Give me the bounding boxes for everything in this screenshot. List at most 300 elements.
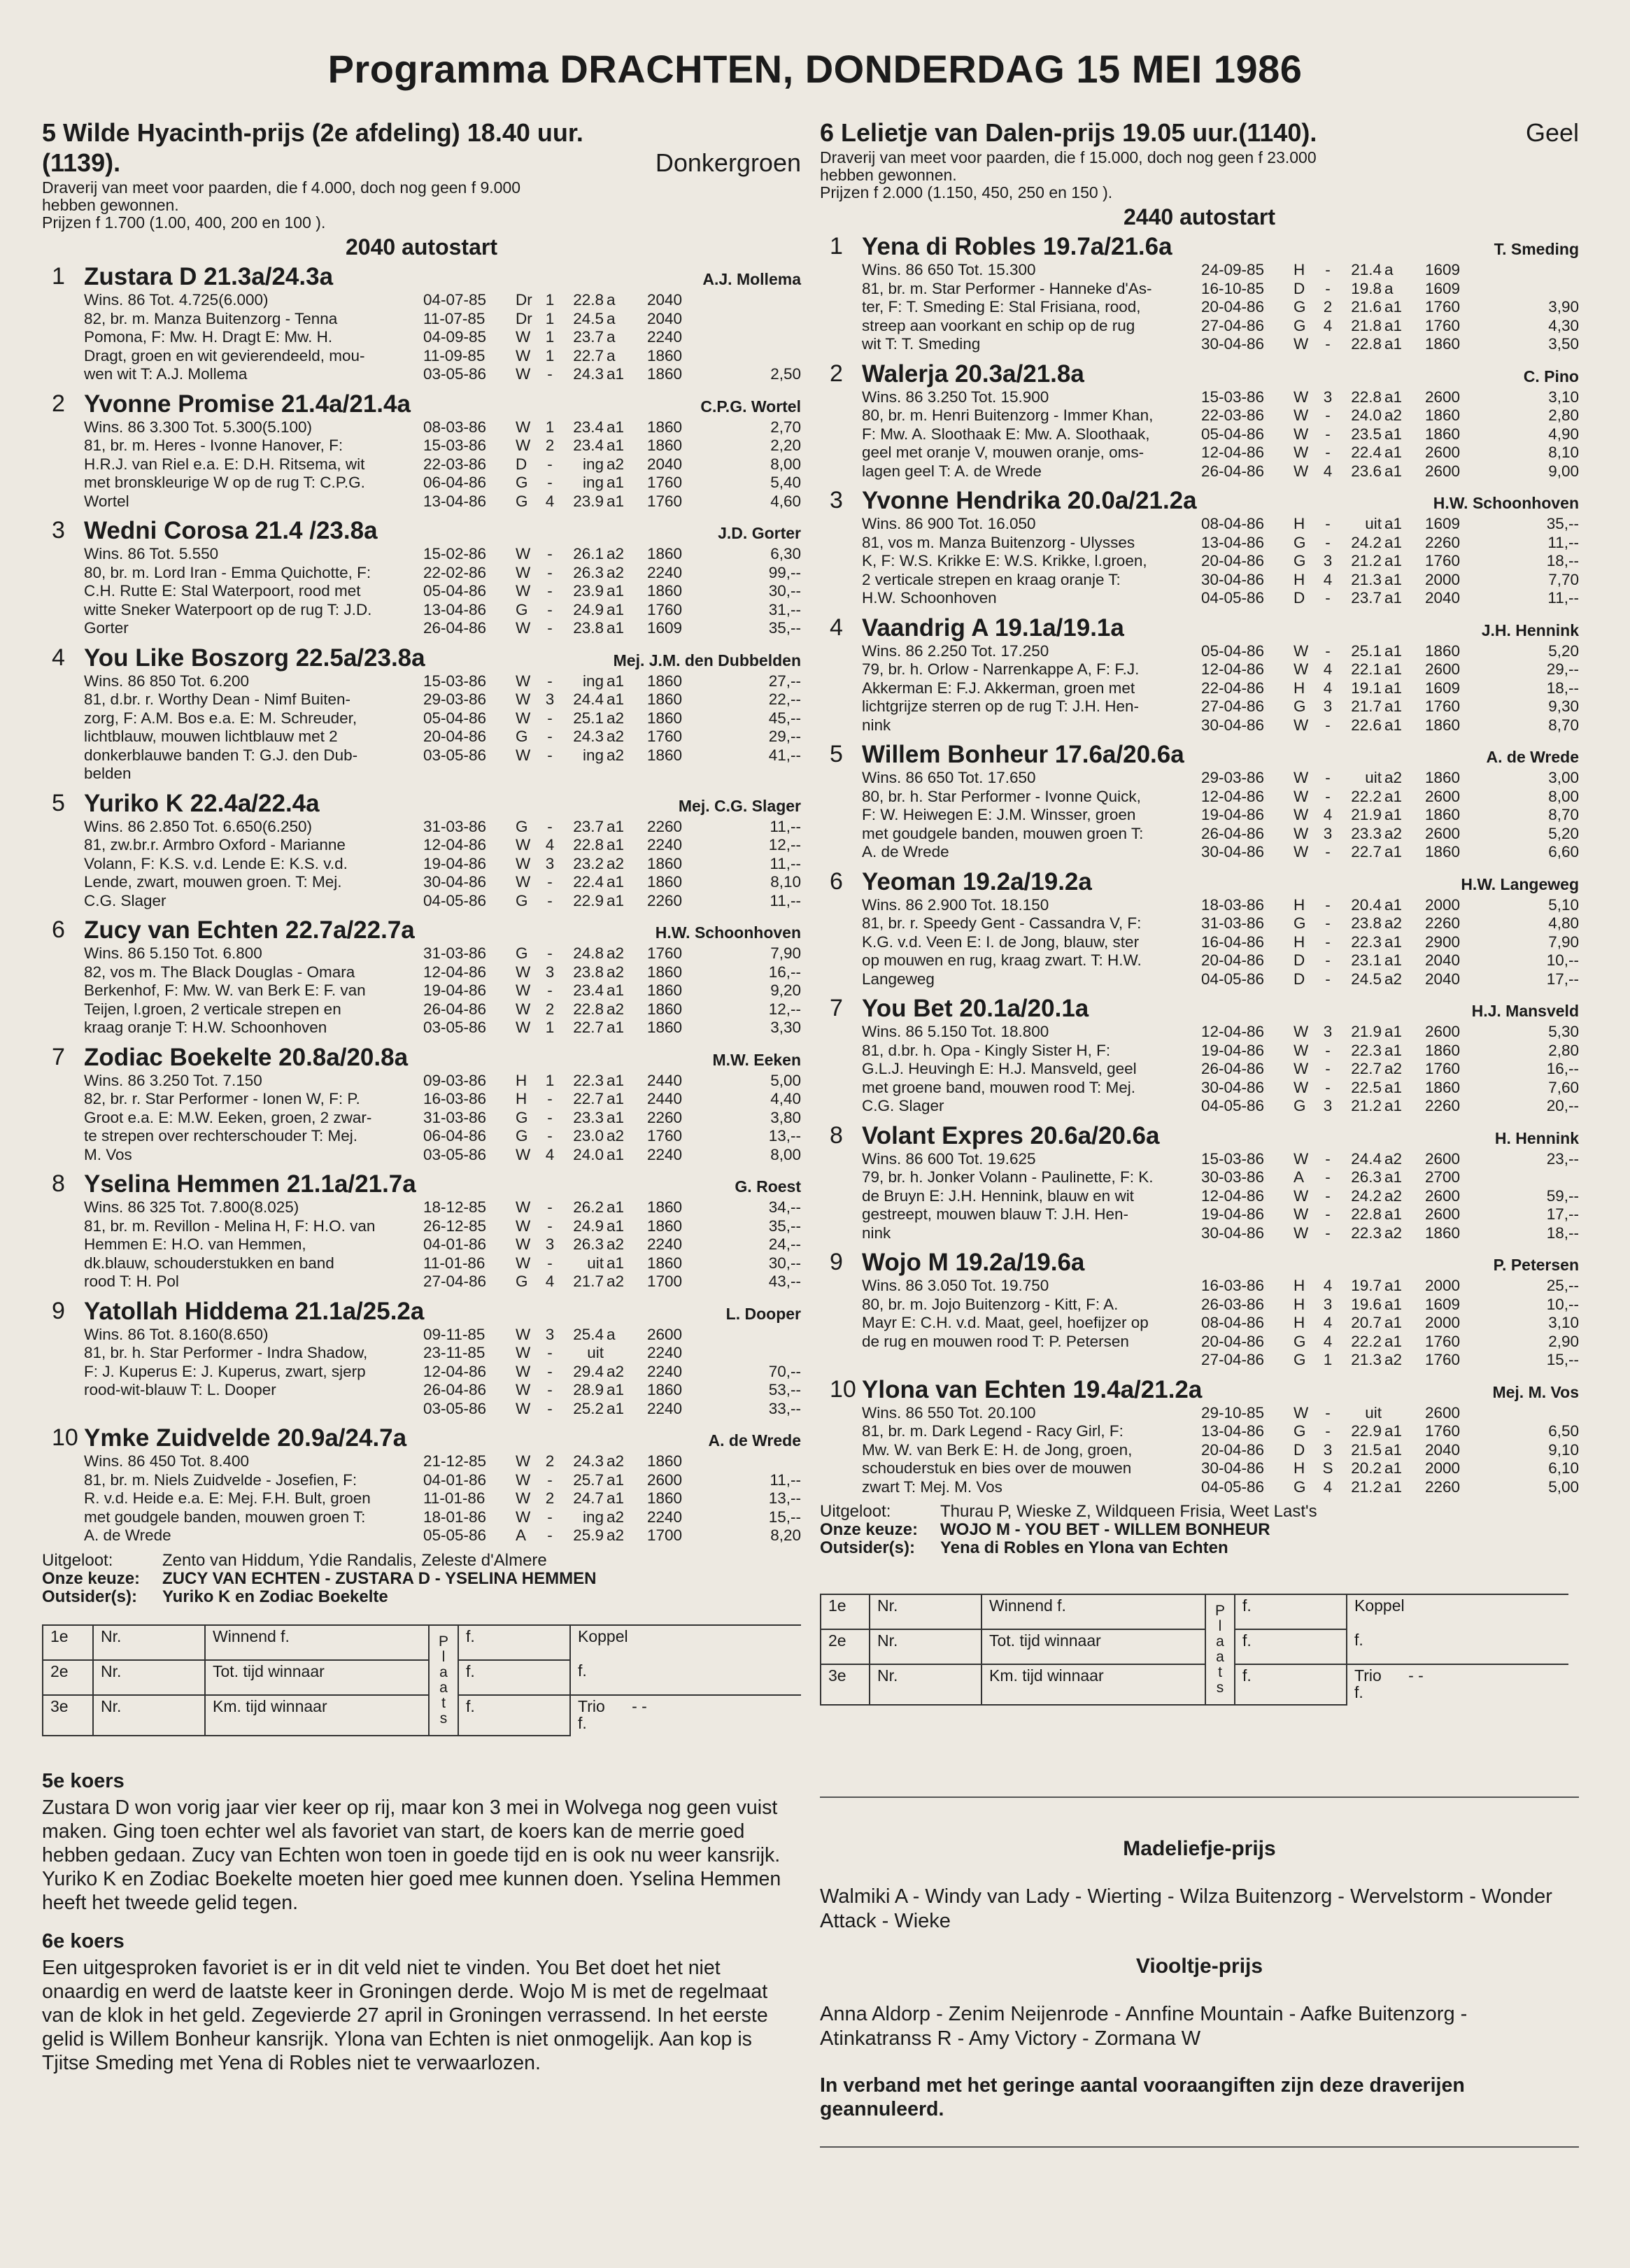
result-date: 04-05-86 (1201, 970, 1265, 988)
result-start: a2 (607, 963, 625, 981)
result-odds: 3,10 (1548, 1314, 1579, 1331)
horse-info-line: K.G. v.d. Veen E: I. de Jong, blauw, ster (862, 933, 1140, 951)
result-place: - (547, 1198, 553, 1216)
trio-dashes: - - (1408, 1666, 1424, 1685)
result-track: W (516, 365, 531, 383)
result-start: a2 (1384, 914, 1403, 932)
place-cell: 1e (43, 1625, 93, 1660)
result-odds: 9,00 (1548, 462, 1579, 480)
result-time: 25.9 (573, 1526, 604, 1544)
horse-results (423, 418, 801, 511)
result-start: a1 (1384, 1168, 1403, 1186)
result-date: 20-04-86 (1201, 951, 1265, 969)
result-track: D (1294, 279, 1305, 297)
result-odds: 25,-- (1546, 1277, 1579, 1294)
result-odds: 13,-- (768, 1489, 801, 1507)
result-distance: 1860 (646, 545, 682, 562)
result-date: 20-04-86 (1201, 1332, 1265, 1350)
result-distance: 1860 (646, 672, 682, 690)
result-distance: 2000 (1424, 1277, 1460, 1294)
result-odds: 15,-- (768, 1508, 801, 1526)
result-distance: 1860 (646, 582, 682, 600)
horse-body (862, 1150, 1579, 1243)
result-start: a2 (1384, 970, 1403, 988)
result-track: W (516, 1489, 531, 1507)
result-start: a1 (1384, 660, 1403, 678)
result-place: - (1325, 589, 1331, 607)
horse-info-line: A. de Wrede (862, 843, 949, 860)
result-time: 22.2 (1351, 1332, 1382, 1350)
horse-number: 6 (830, 867, 843, 895)
result-row (1201, 825, 1579, 844)
horse-info-line: ter, F: T. Smeding E: Stal Frisiana, rood, (862, 298, 1141, 316)
result-date: 26-12-85 (423, 1217, 487, 1235)
result-row (1201, 806, 1579, 825)
result-date: 30-04-86 (1201, 570, 1265, 588)
result-place: 3 (1323, 388, 1333, 406)
horse-entry (42, 1044, 801, 1165)
result-track: G (1294, 316, 1306, 334)
result-odds: 18,-- (1546, 679, 1579, 697)
result-start: a1 (607, 1198, 625, 1216)
result-row (423, 1254, 801, 1273)
result-odds: 7,70 (1548, 570, 1579, 588)
result-distance: 2600 (1424, 1023, 1460, 1040)
km-tijd-cell: Km. tijd winnaar (205, 1695, 429, 1736)
horse-info (862, 769, 1201, 862)
result-track: G (1294, 697, 1306, 715)
horse-list (820, 233, 1579, 1496)
result-distance: 1860 (646, 437, 682, 454)
horse-info-line: Mayr E: C.H. v.d. Maat, geel, hoefijzer op (862, 1314, 1149, 1331)
result-place: - (547, 1344, 553, 1361)
result-distance: 1860 (1424, 425, 1460, 443)
result-distance: 2260 (1424, 1097, 1460, 1114)
result-place: - (547, 672, 553, 690)
horse-info-line: Wins. 86 3.050 Tot. 19.750 (862, 1277, 1049, 1294)
horse-header (862, 233, 1579, 261)
horse-info-line: witte Sneker Waterpoort op de rug T: J.D. (84, 600, 372, 618)
horse-entry (820, 360, 1579, 481)
keuze-label: Onze keuze: (820, 1520, 919, 1539)
result-odds (682, 1452, 801, 1471)
table-row (821, 1664, 1568, 1705)
result-odds: 13,-- (768, 1127, 801, 1144)
race-title: 6 Lelietje van Dalen-prijs 19.05 uur.(1140). (820, 118, 1317, 147)
result-date: 13-04-86 (1201, 1422, 1265, 1440)
result-row (423, 1489, 801, 1508)
result-track: W (516, 1235, 531, 1253)
result-time: 19.7 (1351, 1277, 1382, 1294)
result-odds: 4,40 (770, 1090, 801, 1107)
result-odds: 10,-- (1546, 951, 1579, 969)
result-distance: 2700 (1424, 1168, 1460, 1186)
koers5-heading: 5e koers (42, 1769, 125, 1792)
result-date: 30-04-86 (1201, 716, 1265, 734)
madeliefje-text: Walmiki A - Windy van Lady - Wierting - Wilza Buitenzorg - Wervelstorm - Wonder Attack - Wieke (820, 1885, 1552, 1932)
result-row (1201, 1422, 1579, 1441)
result-distance: 1860 (1424, 1224, 1460, 1242)
result-track: W (1294, 843, 1309, 860)
result-time: 24.3 (573, 365, 604, 383)
result-track: H (1294, 1295, 1305, 1313)
horse-header (862, 487, 1579, 515)
horse-info-line: 81, br. m. Heres - Ivonne Hanover, F: (84, 437, 343, 454)
horse-info-line: 81, br. m. Revillon - Melina H, F: H.O. van (84, 1217, 376, 1235)
horse-info-line: kraag oranje T: H.W. Schoonhoven (84, 1019, 327, 1036)
horse-trainer: H.W. Schoonhoven (655, 923, 801, 942)
horse-body (84, 1452, 801, 1545)
result-time: 26.2 (573, 1198, 604, 1216)
result-date: 20-04-86 (1201, 1440, 1265, 1459)
koppel-f-cell: f. (570, 1660, 801, 1695)
result-start: a1 (607, 600, 625, 618)
result-date: 12-04-86 (1201, 787, 1265, 805)
result-place: 4 (1323, 1477, 1333, 1496)
result-row (1201, 1097, 1579, 1116)
result-distance: 2260 (646, 817, 682, 835)
result-odds: 11,-- (770, 854, 801, 872)
f-cell: f. (1235, 1664, 1347, 1705)
result-distance: 1760 (1424, 697, 1460, 715)
result-distance: 2000 (1424, 1459, 1460, 1477)
horse-info (84, 418, 423, 511)
result-place: - (1325, 1205, 1331, 1223)
result-row (423, 1109, 801, 1128)
horse-info-line: F: W. Heiwegen E: J.M. Winsser, groen (862, 806, 1136, 823)
result-place: 2 (545, 437, 555, 454)
result-time: 24.0 (573, 1145, 604, 1163)
result-track: G (516, 600, 528, 618)
nr-cell: Nr. (93, 1660, 205, 1695)
result-date: 29-03-86 (1201, 769, 1265, 786)
result-date: 26-04-86 (423, 1381, 487, 1398)
horse-header (862, 868, 1579, 896)
horse-info-line: Berkenhof, F: Mw. W. van Berk E: F. van (84, 981, 366, 999)
outsider-value: Yuriko K en Zodiac Boekelte (162, 1587, 388, 1606)
horse-info-line: Wins. 86 3.250 Tot. 15.900 (862, 388, 1049, 406)
result-place: 3 (545, 854, 555, 872)
horse-name: Ylona van Echten 19.4a/21.2a (862, 1375, 1203, 1403)
result-place: - (547, 365, 553, 383)
outsider-label: Outsider(s): (820, 1538, 916, 1557)
result-date: 03-05-86 (423, 365, 487, 383)
result-track: G (516, 817, 528, 835)
result-start: a (607, 309, 616, 327)
horse-number: 10 (52, 1424, 78, 1451)
result-time: 20.7 (1351, 1314, 1382, 1331)
result-track: W (516, 963, 531, 981)
horse-trainer: H.W. Schoonhoven (1433, 494, 1579, 512)
result-row (1201, 1314, 1579, 1333)
result-time: uit (1365, 769, 1382, 786)
result-place: - (1325, 716, 1331, 734)
result-time: 22.4 (573, 873, 604, 891)
result-track: W (1294, 444, 1309, 461)
horse-info-line: Wins. 86 2.850 Tot. 6.650(6.250) (84, 817, 313, 835)
result-start: a2 (607, 545, 625, 562)
result-distance: 2440 (646, 1090, 682, 1107)
horse-results (423, 545, 801, 638)
result-time: 23.3 (573, 1108, 604, 1126)
result-date: 19-04-86 (423, 981, 487, 999)
result-time: 24.3 (573, 728, 604, 745)
result-start: a1 (607, 492, 625, 510)
result-row (423, 855, 801, 874)
result-track: H (516, 1071, 527, 1089)
result-start: a2 (607, 944, 625, 962)
result-start: a1 (607, 474, 625, 491)
horse-trainer: A. de Wrede (1486, 748, 1579, 766)
cancel-notice: In verband met het geringe aantal vooraangiften zijn deze draverijen geannuleerd. (820, 2074, 1465, 2120)
result-odds: 2,80 (1548, 1041, 1579, 1059)
result-track: W (1294, 1023, 1309, 1040)
horse-info (862, 1404, 1201, 1497)
result-odds: 11,-- (770, 1470, 801, 1489)
result-row (1201, 1187, 1579, 1206)
result-distance: 1860 (1424, 406, 1460, 424)
result-date: 15-03-86 (423, 437, 487, 454)
result-time: 22.5 (1351, 1078, 1382, 1096)
result-start: a2 (1384, 824, 1403, 842)
result-place: 4 (1323, 1332, 1333, 1350)
horse-header (84, 790, 801, 818)
result-start: a1 (607, 1090, 625, 1107)
result-start: a1 (1384, 806, 1403, 823)
horse-trainer: A. de Wrede (708, 1431, 801, 1450)
horse-body (84, 1072, 801, 1165)
result-distance: 2040 (646, 291, 682, 309)
result-time: 24.2 (1351, 1186, 1382, 1205)
result-odds: 7,90 (1548, 933, 1579, 951)
horse-header (862, 360, 1579, 388)
result-place: - (1325, 1403, 1331, 1422)
horse-info-line: lichtgrijze sterren op de rug T: J.H. Hen- (862, 697, 1140, 715)
result-row (1201, 571, 1579, 590)
race-header (820, 118, 1579, 148)
nr-cell: Nr. (870, 1664, 981, 1705)
result-distance: 2040 (646, 309, 682, 327)
result-row (1201, 1351, 1579, 1370)
result-date: 26-04-86 (1201, 824, 1265, 842)
result-track: W (1294, 425, 1309, 443)
horse-trainer: J.D. Gorter (718, 524, 801, 542)
horse-number: 9 (830, 1249, 843, 1275)
result-time: 21.6 (1351, 298, 1382, 316)
result-place: - (1325, 787, 1331, 805)
nr-cell: Nr. (93, 1625, 205, 1660)
result-row (1201, 896, 1579, 915)
horse-number: 4 (52, 644, 65, 671)
result-track: H (1294, 895, 1305, 914)
result-start: a1 (607, 981, 625, 999)
result-place: 4 (545, 1145, 555, 1163)
horse-info-line: streep aan voorkant en schip op de rug (862, 316, 1135, 334)
result-time: 21.3 (1351, 570, 1382, 588)
result-odds: 11,-- (1547, 533, 1579, 551)
result-odds: 29,-- (1546, 660, 1579, 678)
result-distance: 1760 (1424, 552, 1460, 569)
result-row (423, 1452, 801, 1471)
result-place: - (1325, 261, 1331, 278)
result-time: 20.4 (1351, 895, 1382, 914)
horse-results (423, 818, 801, 911)
result-start: a1 (607, 891, 625, 909)
result-odds: 2,80 (1548, 406, 1579, 424)
result-track: G (516, 1273, 528, 1290)
result-time: 22.3 (1351, 1041, 1382, 1059)
result-odds (1460, 261, 1579, 280)
result-time: 23.9 (573, 582, 604, 600)
result-distance: 1860 (646, 1019, 682, 1036)
result-date: 20-04-86 (423, 728, 487, 745)
result-start: a1 (1384, 787, 1403, 805)
result-row (423, 1090, 801, 1109)
result-distance: 1860 (646, 709, 682, 727)
horse-entry (820, 233, 1579, 354)
result-distance: 2260 (1424, 914, 1460, 932)
result-odds: 18,-- (1546, 552, 1579, 569)
horse-name: Wojo M 19.2a/19.6a (862, 1249, 1085, 1276)
horse-results (423, 1072, 801, 1165)
horse-name: Walerja 20.3a/21.8a (862, 360, 1084, 388)
result-distance: 1860 (1424, 1078, 1460, 1096)
result-time: 21.8 (1351, 316, 1382, 334)
result-distance: 1609 (1424, 515, 1460, 532)
horse-body (862, 388, 1579, 481)
result-odds: 2,20 (770, 437, 801, 454)
result-date: 19-04-86 (1201, 806, 1265, 823)
result-odds: 35,-- (768, 1217, 801, 1235)
result-row (423, 328, 801, 347)
result-odds (682, 347, 801, 366)
result-date: 04-01-86 (423, 1235, 487, 1253)
horse-trainer: P. Petersen (1493, 1256, 1579, 1274)
result-distance: 1760 (1424, 316, 1460, 334)
horse-info (84, 1452, 423, 1545)
result-date: 04-05-86 (1201, 589, 1265, 607)
result-start: a2 (1384, 769, 1403, 786)
race-summary (42, 1552, 801, 1606)
result-track: G (1294, 1097, 1306, 1114)
winnend-cell: Winnend f. (981, 1594, 1205, 1629)
horse-entry (42, 263, 801, 384)
result-time: 22.7 (573, 1090, 604, 1107)
result-time: ing (582, 672, 604, 690)
horse-trainer: H. Hennink (1494, 1128, 1579, 1147)
result-row (1201, 280, 1579, 299)
result-odds: 15,-- (1546, 1351, 1579, 1368)
result-date: 15-03-86 (1201, 1149, 1265, 1168)
result-start: a1 (1384, 444, 1403, 461)
result-row (1201, 1060, 1579, 1079)
horse-number: 9 (52, 1297, 65, 1324)
result-distance: 1860 (646, 981, 682, 999)
result-odds: 3,00 (1548, 769, 1579, 786)
result-distance: 2240 (646, 1235, 682, 1253)
result-date: 04-05-86 (423, 891, 487, 909)
uitgeloot-value: Zento van Hiddum, Ydie Randalis, Zeleste d'Almere (162, 1550, 547, 1570)
result-date: 11-07-85 (423, 309, 486, 327)
result-start: a (607, 291, 616, 309)
result-date: 12-04-86 (423, 836, 487, 853)
result-time: 19.6 (1351, 1295, 1382, 1313)
result-time: 23.8 (573, 619, 604, 637)
horse-info-line: geel met oranje V, mouwen oranje, oms- (862, 444, 1144, 461)
result-date: 18-01-86 (423, 1508, 487, 1526)
horse-info (862, 896, 1201, 989)
result-row (1201, 716, 1579, 735)
result-place: - (1325, 843, 1331, 860)
horse-results (1201, 1150, 1579, 1243)
result-start: a1 (1384, 533, 1403, 551)
horse-entry (42, 644, 801, 784)
result-row (423, 1344, 801, 1363)
result-place: - (1325, 1422, 1331, 1440)
horse-header (862, 741, 1579, 769)
horse-body (862, 896, 1579, 989)
result-start: a1 (1384, 1097, 1403, 1114)
result-odds: 6,10 (1548, 1459, 1579, 1477)
result-place: 4 (1323, 806, 1333, 823)
result-track: W (1294, 462, 1309, 480)
race-description: Draverij van meet voor paarden, die f 4.000, doch nog geen f 9.000 hebben gewonnen. Prijzen f 1.700 (1.00, 400, 200 en 100 ). (42, 178, 521, 232)
f-cell: f. (458, 1695, 570, 1736)
horse-header (84, 1170, 801, 1198)
result-distance: 2040 (1424, 970, 1460, 988)
koppel-cell: Koppel (1347, 1594, 1568, 1629)
result-place: 3 (1323, 1440, 1333, 1459)
result-odds: 53,-- (768, 1381, 801, 1398)
result-row (1201, 552, 1579, 571)
result-row (423, 1127, 801, 1146)
result-track: G (1294, 1332, 1306, 1350)
result-start: a1 (1384, 1314, 1403, 1331)
horse-number: 3 (830, 487, 843, 513)
result-distance: 2260 (1424, 1477, 1460, 1496)
result-distance: 1860 (646, 690, 682, 708)
result-place: - (547, 1108, 553, 1126)
horse-header (84, 1424, 801, 1452)
result-track: W (516, 545, 531, 562)
result-odds: 8,20 (770, 1526, 801, 1544)
result-date: 12-04-86 (1201, 1186, 1265, 1205)
result-start: a1 (607, 1399, 625, 1417)
result-odds: 4,60 (770, 492, 801, 510)
horse-trainer: H.W. Langeweg (1461, 874, 1579, 893)
koppel-cell: Koppel (570, 1625, 801, 1660)
result-track: W (1294, 769, 1309, 786)
result-odds (682, 328, 801, 347)
result-date: 30-04-86 (1201, 335, 1265, 353)
result-odds: 5,00 (770, 1071, 801, 1089)
result-date: 30-04-86 (1201, 1459, 1265, 1477)
f-cell: f. (458, 1625, 570, 1660)
result-track: W (516, 1254, 531, 1272)
result-time: ing (582, 1508, 604, 1526)
result-odds: 22,-- (768, 690, 801, 708)
result-row (1201, 1150, 1579, 1169)
result-place: - (1325, 1149, 1331, 1168)
result-track: W (516, 981, 531, 999)
divider (820, 1796, 1579, 1798)
result-row (423, 1273, 801, 1291)
horse-body (862, 261, 1579, 354)
result-row (423, 892, 801, 911)
horse-info-line: lichtblauw, mouwen lichtblauw met 2 (84, 728, 338, 745)
result-odds: 8,00 (770, 455, 801, 473)
keuze-label: Onze keuze: (42, 1568, 141, 1588)
